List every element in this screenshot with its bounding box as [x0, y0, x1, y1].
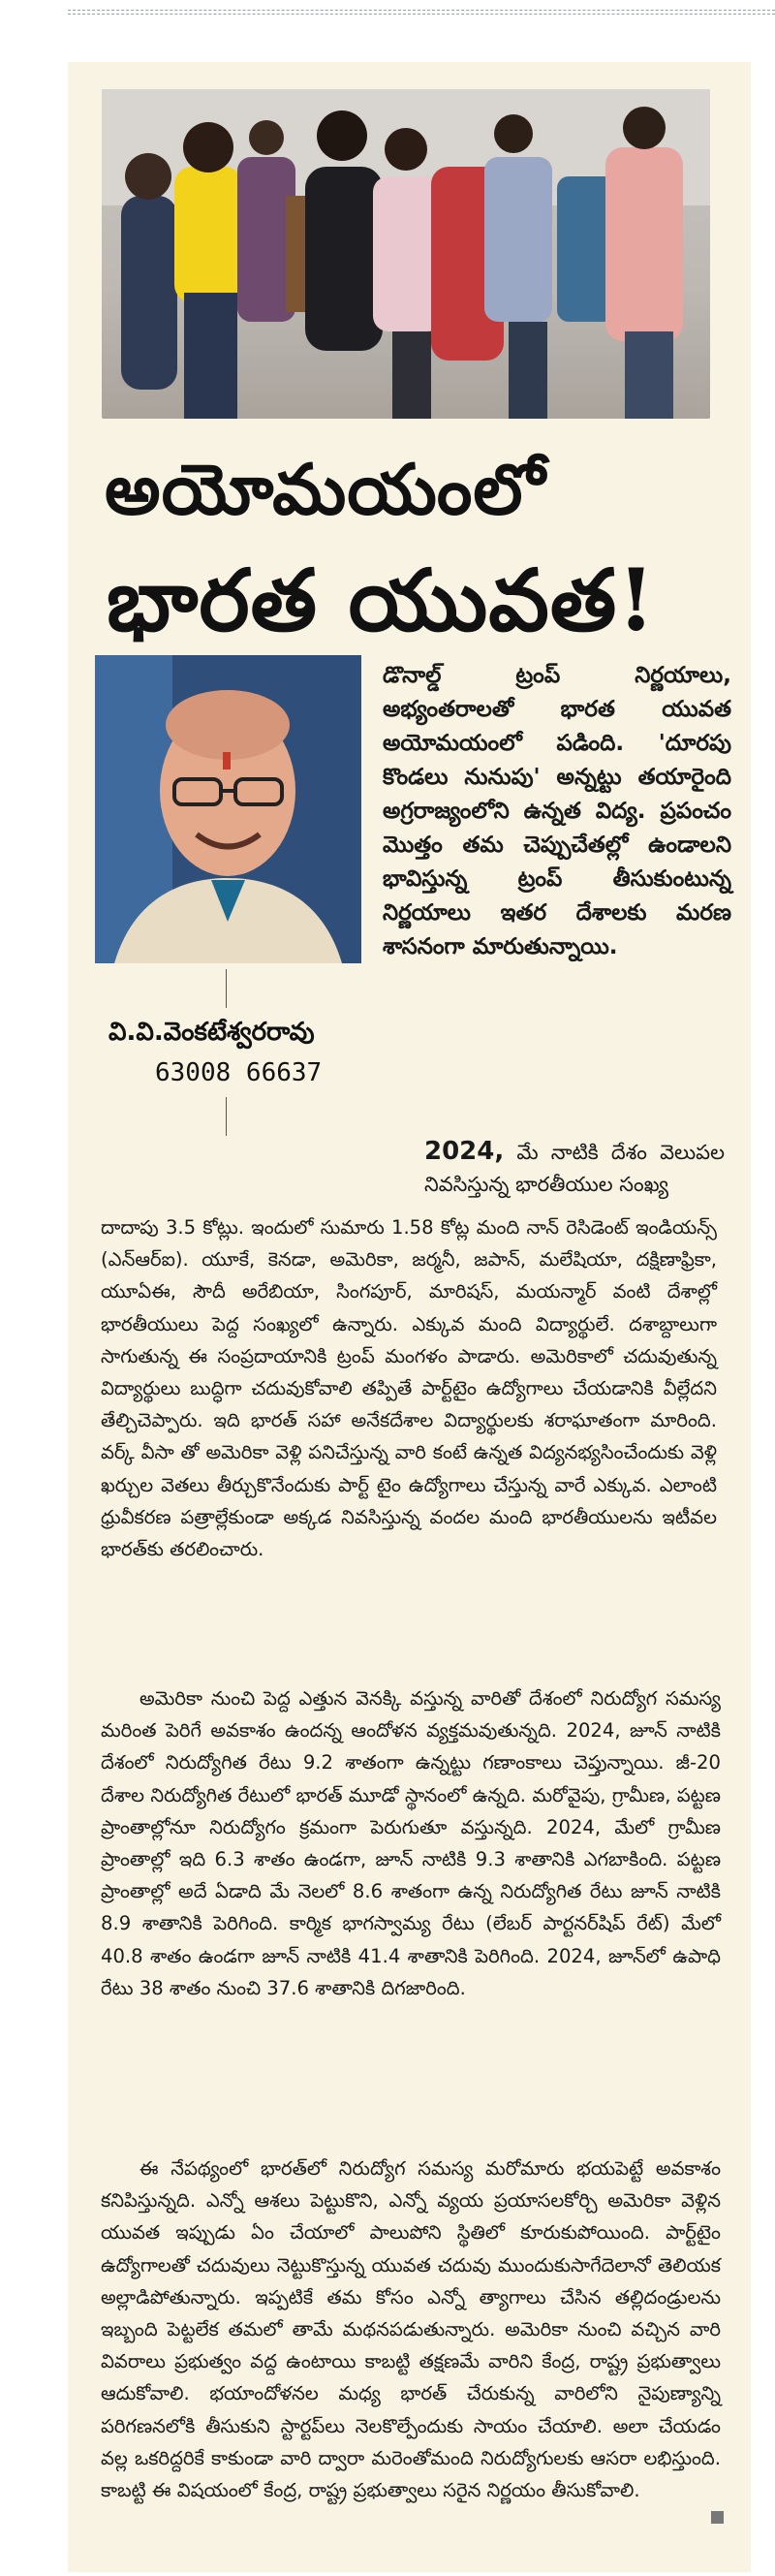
- end-mark-square-icon: [711, 2511, 724, 2524]
- author-rule-top: [226, 969, 227, 1008]
- headline-line-1: అయోమయంలో: [105, 448, 546, 530]
- paragraph-2: అమెరికా నుంచి పెద్ద ఎత్తున వెనక్కి వస్తున్న వారితో దేశంలో నిరుద్యోగ సమస్య మరింత పెరిగే అవకాశం ఉందన్న ఆందోళన వ్యక్తమవుతున్నది. 2024, జూన్ నాటికి దేశంలో నిరుద్యోగిత రేటు 9.2 శాతంగా ఉన్నట్టు గణాంకాలు చెప్తున్నాయి. జీ-20 దేశాల నిరుద్యోగిత రేటులో భారత్ మూడో స్థానంలో ఉన్నది. మరోవైపు, గ్రామీణ, పట్టణ ప్రాంతాల్లోనూ నిరుద్యోగం క్రమంగా పెరుగుతూ వస్తున్నది. 2024, మేలో గ్రామీణ ప్రాంతాల్లో ఇది 6.3 శాతం ఉండగా, జూన్ నాటికి 9.3 శాతానికి ఎగబాకింది. పట్టణ ప్రాంతాల్లో అదే ఏడాది మే నెలలో 8.6 శాతంగా ఉన్న నిరుద్యోగిత రేటు జూన్ నాటికి 8.9 శాతానికి పెరిగింది. కార్మిక భాగస్వామ్య రేటు (లేబర్ పార్టనర్‌షిప్ రేట్) మేలో 40.8 శాతం ఉండగా జూన్ నాటికి 41.4 శాతానికి పెరిగింది. 2024, జూన్‌లో ఉపాధి రేటు 38 శాతం నుంచి 37.6 శాతానికి దిగజారింది.: [101, 1687, 721, 1999]
- author-portrait: [95, 655, 361, 963]
- headline-line-2: భారత యువత!: [107, 550, 656, 650]
- author-name: వి.వి.వెంకటేశ్వరరావు: [108, 1018, 315, 1047]
- intro-paragraph: డొనాల్డ్ ట్రంప్ నిర్ణయాలు, అభ్యంతరాలతో భారత యువత అయోమయంలో పడింది. 'దూరపు కొండలు నునుపు' అన్నట్టు తయారైంది అగ్రరాజ్యంలోని ఉన్నత విద్య. ప్రపంచం మొత్తం తమ చెప్పుచేతల్లో ఉండాలని భావిస్తున్న ట్రంప్ తీసుకుంటున్న నిర్ణయాలు ఇతర దేశాలకు మరణ శాసనంగా మారుతున్నాయి.: [383, 663, 731, 959]
- top-rule: [68, 10, 775, 15]
- news-photo-students-airport: [102, 89, 710, 419]
- article-panel: [68, 62, 751, 2572]
- para1-lead: [424, 1136, 725, 1201]
- para1-lead-year: 2024,: [424, 1137, 505, 1166]
- para1-lead-text: మే నాటికి దేశం వెలుపల నివసిస్తున్న భారతీయుల సంఖ్య: [424, 1141, 725, 1196]
- author-phone: 63008 66637: [155, 1058, 323, 1087]
- paragraph-3: ఈ నేపథ్యంలో భారత్‌లో నిరుద్యోగ సమస్య మరోమారు భయపెట్టే అవకాశం కనిపిస్తున్నది. ఎన్నో ఆశలు పెట్టుకొని, ఎన్నో వ్యయ ప్రయాసలకోర్చి అమెరికా వెళ్లిన యువత ఇప్పుడు ఏం చేయాలో పాలుపోని స్థితిలో కూరుకుపోయింది. పార్ట్‌టైం ఉద్యోగాలతో చదువులు నెట్టుకొస్తున్న యువత చదువు ముందుకుసాగేదెలానో తెలియక అల్లాడిపోతున్నారు. ఇప్పటికే తమ కోసం ఎన్నో త్యాగాలు చేసిన తల్లిదండ్రులను ఇబ్బంది పెట్టలేక తమలో తామే మథనపడుతున్నారు. అమెరికా నుంచి వచ్చిన వారి వివరాలు ప్రభుత్వం వద్ద ఉంటాయి కాబట్టి తక్షణమే వారిని కేంద్ర, రాష్ట్ర ప్రభుత్వాలు ఆదుకోవాలి. భయాందోళనల మధ్య భారత్ చేరుకున్న వారిలోని నైపుణ్యాన్ని పరిగణనలోకి తీసుకుని స్టార్టప్‌లు నెలకొల్పేందుకు సాయం చేయాలి. అలా చేయడం వల్ల ఒకరిద్దరికే కాకుండా వారి ద్వారా మరెంతోమంది నిరుద్యోగులకు ఆసరా లభిస్తుంది. కాబట్టి ఈ విషయంలో కేంద్ర, రాష్ట్ర ప్రభుత్వాలు సరైన నిర్ణయం తీసుకోవాలి.: [101, 2157, 721, 2502]
- author-rule-bottom: [226, 1097, 227, 1136]
- paragraph-1: దాదాపు 3.5 కోట్లు. ఇందులో సుమారు 1.58 కోట్ల మంది నాన్ రెసిడెంట్ ఇండియన్స్ (ఎన్ఆర్ఐ). యూకే, కెనడా, అమెరికా, జర్మనీ, జపాన్, మలేషియా, దక్షిణాఫ్రికా, యూఏఈ, సౌదీ అరేబియా, సింగపూర్, మారిషస్, మయన్మార్ వంటి దేశాల్లో భారతీయులు పెద్ద సంఖ్యలో ఉన్నారు. ఎక్కువ మంది విద్యార్థులే. దశాబ్దాలుగా సాగుతున్న ఈ సంప్రదాయానికి ట్రంప్ మంగళం పాడారు. అమెరికాలో చదువుతున్న విద్యార్థులు బుద్ధిగా చదువుకోవాలి తప్పితే పార్ట్‌టైం ఉద్యోగాలు చేయడానికి వీల్లేదని తేల్చిచెప్పారు. ఇది భారత్ సహా అనేకదేశాల విద్యార్థులకు శరాఘాతంగా మారింది. వర్క్ వీసా తో అమెరికా వెళ్లి పనిచేస్తున్న వారి కంటే ఉన్నత విద్యనభ్యసించేందుకు వెళ్లి ఖర్చుల వెతలు తీర్చుకొనేందుకు పార్ట్ టైం ఉద్యోగాలు చేస్తున్న వారే ఎక్కువ. ఎలాంటి ధ్రువీకరణ పత్రాల్లేకుండా అక్కడ నివసిస్తున్న వందల మంది భారతీయులను ఇటీవల భారత్‌కు తరలించారు.: [101, 1216, 717, 1561]
